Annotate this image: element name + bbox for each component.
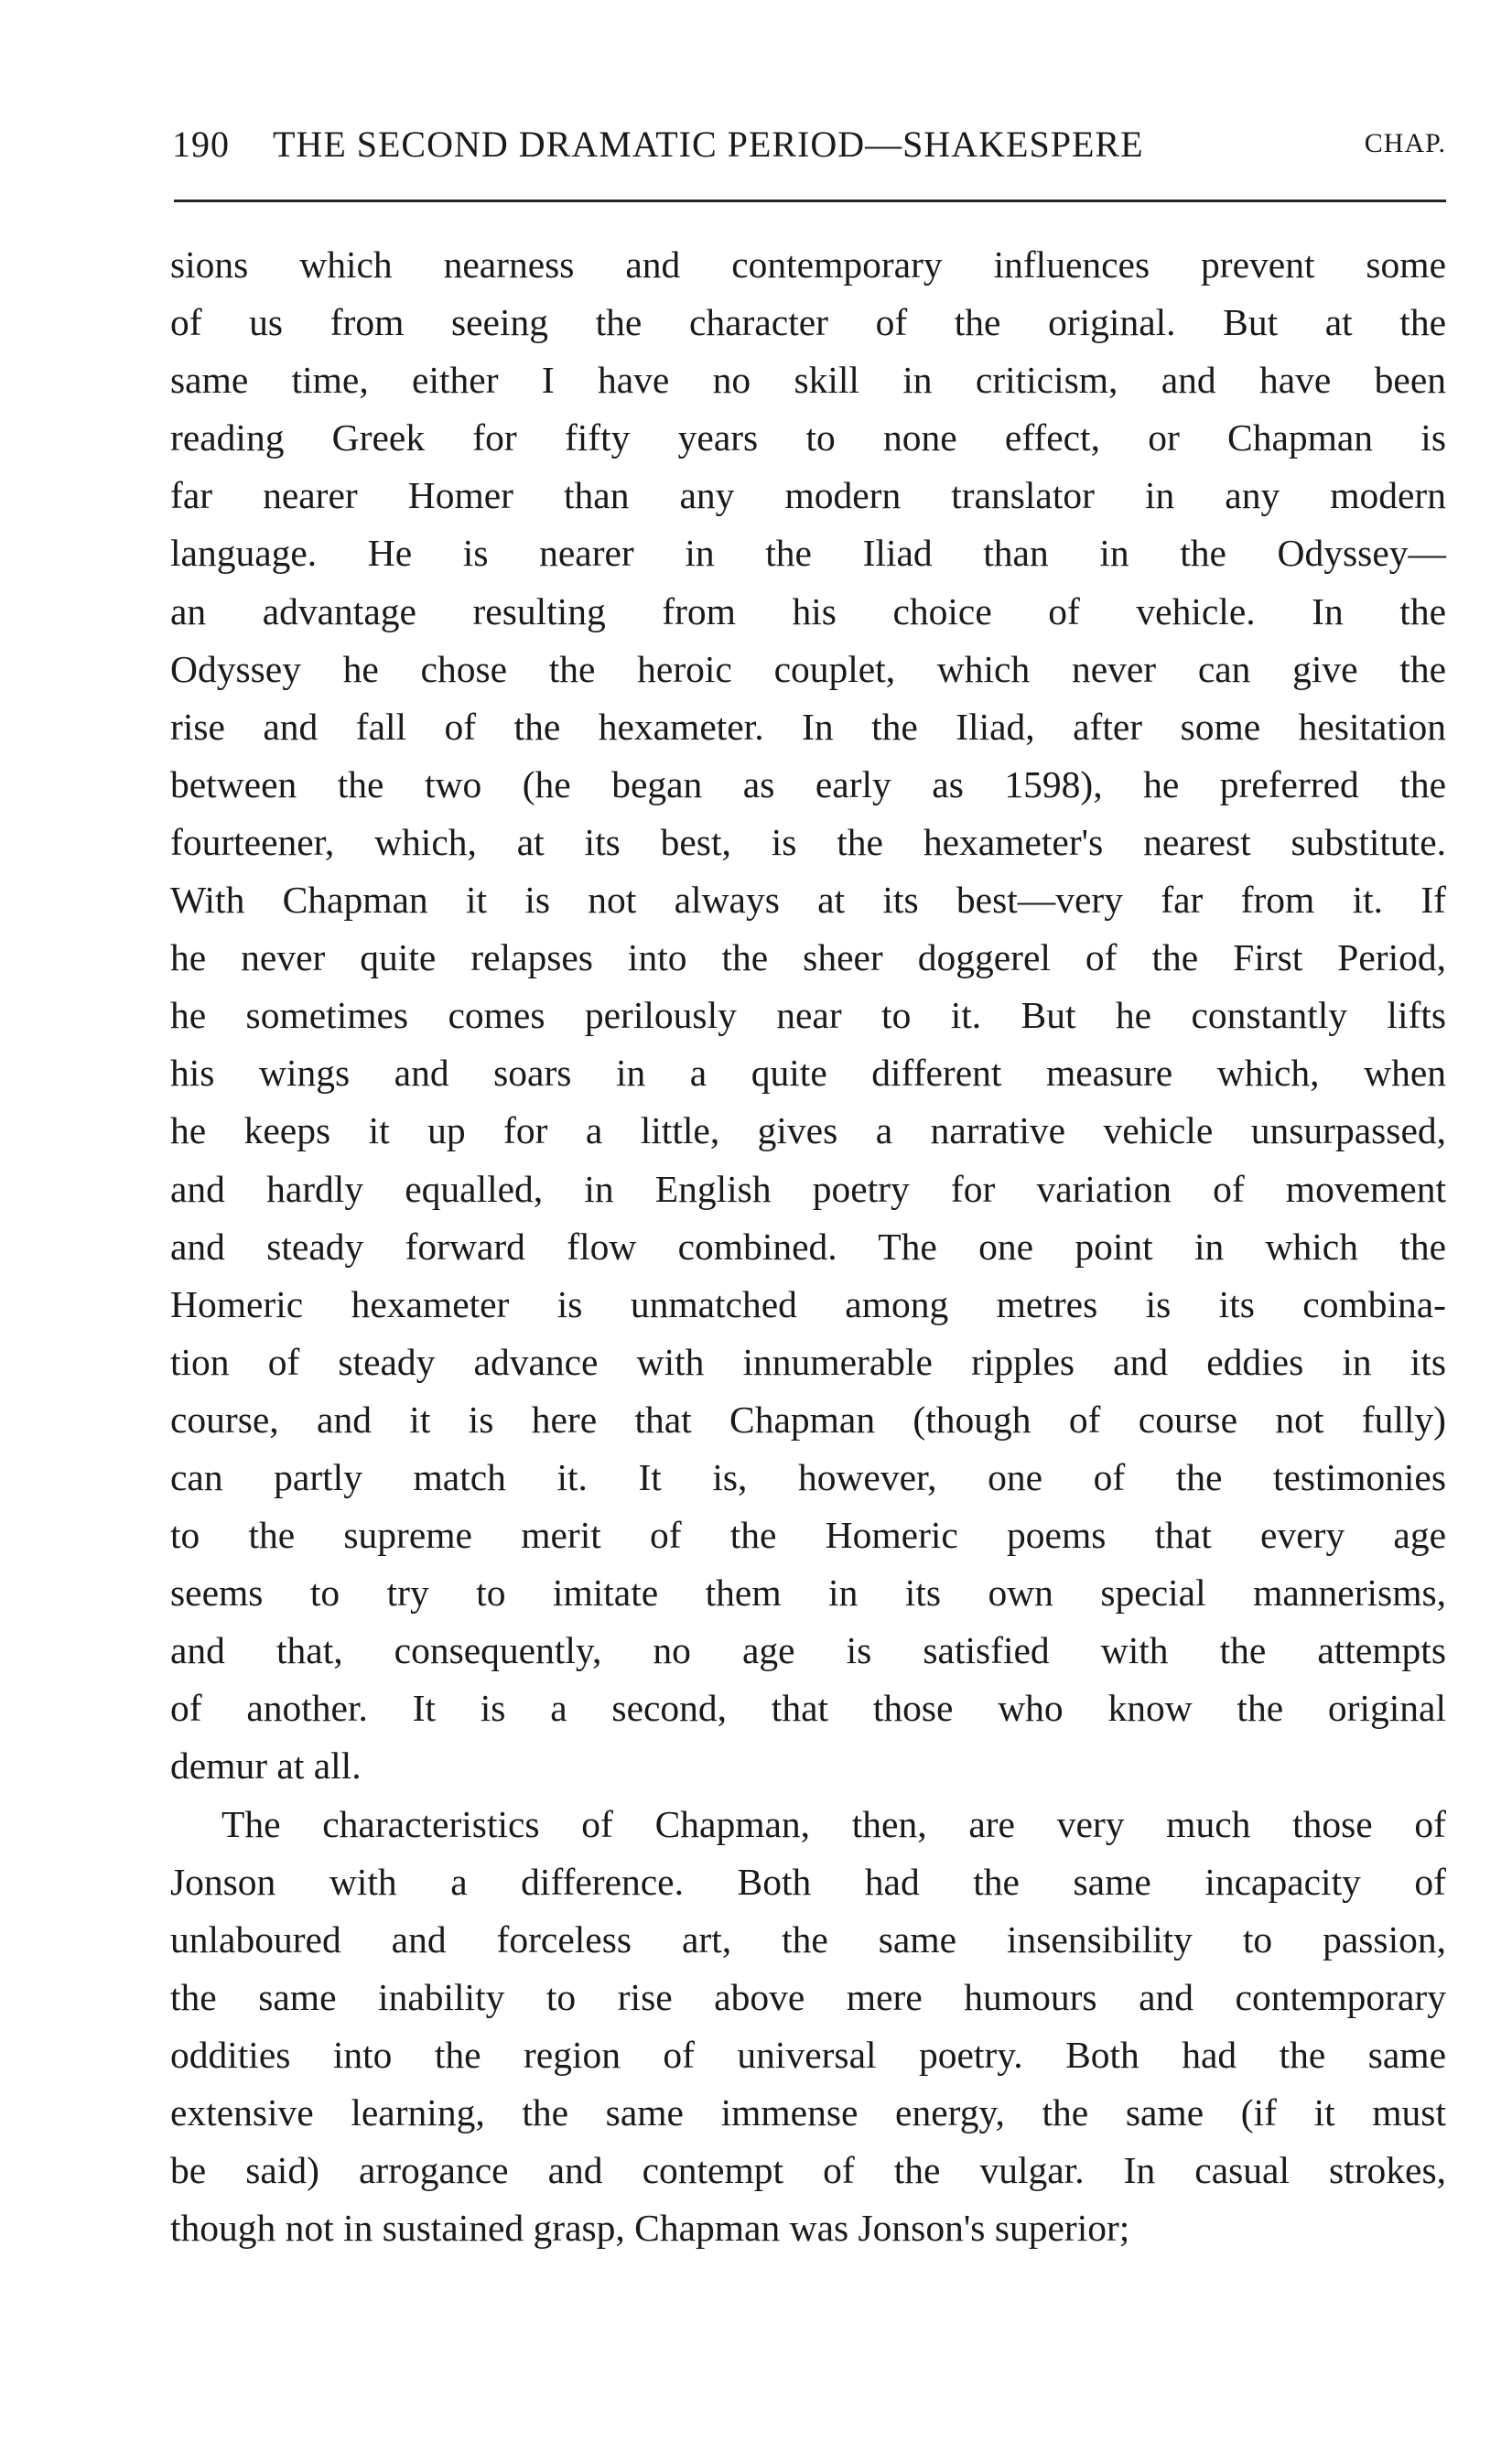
running-header	[172, 123, 1446, 174]
text-line: Homeric hexameter is unmatched among metres is its combina-	[170, 1282, 1446, 1325]
text-line: The characteristics of Chapman, then, are very much those of	[221, 1802, 1446, 1845]
text-line: Jonson with a difference. Both had the same incapacity of	[170, 1860, 1446, 1903]
text-line: Odyssey he chose the heroic couplet, which never can give the	[170, 647, 1446, 690]
text-line: seems to try to imitate them in its own special mannerisms,	[170, 1572, 1446, 1615]
text-line: he never quite relapses into the sheer doggerel of the First Period,	[170, 936, 1446, 979]
page-body	[170, 236, 1446, 2257]
text-line: course, and it is here that Chapman (though of course not fully)	[170, 1398, 1446, 1441]
text-line: same time, either I have no skill in criticism, and have been	[170, 359, 1446, 402]
text-line: sions which nearness and contemporary influences prevent some	[170, 243, 1446, 286]
text-line: unlaboured and forceless art, the same insensibility to passion,	[170, 1917, 1446, 1961]
text-line: oddities into the region of universal poetry. Both had the same	[170, 2033, 1446, 2076]
text-line: an advantage resulting from his choice of vehicle. In the	[170, 589, 1446, 632]
text-line: of another. It is a second, that those who know the original	[170, 1687, 1446, 1730]
text-line: to the supreme merit of the Homeric poems that every age	[170, 1514, 1446, 1557]
text-line: With Chapman it is not always at its best—very far from it. If	[170, 879, 1446, 922]
text-line: language. He is nearer in the Iliad than in the Odyssey—	[170, 532, 1446, 575]
text-line: tion of steady advance with innumerable ripples and eddies in its	[170, 1340, 1446, 1383]
text-line: far nearer Homer than any modern translator in any modern	[170, 474, 1446, 517]
text-line: the same inability to rise above mere humours and contemporary	[170, 1975, 1446, 2018]
text-line: rise and fall of the hexameter. In the Iliad, after some hesitation	[170, 705, 1446, 748]
text-line: reading Greek for fifty years to none effect, or Chapman is	[170, 416, 1446, 459]
text-line: fourteener, which, at its best, is the hexameter's nearest substitute.	[170, 820, 1446, 863]
text-line: extensive learning, the same immense energy, the same (if it must	[170, 2091, 1446, 2134]
text-line: though not in sustained grasp, Chapman was Jonson's superior;	[170, 2207, 1130, 2250]
header-rule	[174, 200, 1446, 202]
text-line: be said) arrogance and contempt of the vulgar. In casual strokes,	[170, 2149, 1446, 2192]
text-line: between the two (he began as early as 1598), he preferred the	[170, 762, 1446, 805]
text-line: he sometimes comes perilously near to it. But he constantly lifts	[170, 994, 1446, 1037]
paragraph	[170, 236, 1446, 1796]
paragraph	[170, 1796, 1446, 2258]
text-line: of us from seeing the character of the original. But at the	[170, 301, 1446, 344]
running-title: THE SECOND DRAMATIC PERIOD—SHAKESPERE	[273, 124, 1144, 165]
text-line: and that, consequently, no age is satisfied with the attempts	[170, 1629, 1446, 1672]
text-line: he keeps it up for a little, gives a narrative vehicle unsurpassed,	[170, 1109, 1446, 1152]
text-line: can partly match it. It is, however, one of the testimonies	[170, 1455, 1446, 1498]
page-number: 190	[172, 124, 230, 165]
text-line: and steady forward flow combined. The one point in which the	[170, 1225, 1446, 1268]
chapter-label: CHAP.	[1364, 128, 1446, 158]
text-line: and hardly equalled, in English poetry for variation of movement	[170, 1167, 1446, 1210]
text-line: demur at all.	[170, 1745, 362, 1788]
text-line: his wings and soars in a quite different measure which, when	[170, 1052, 1446, 1095]
